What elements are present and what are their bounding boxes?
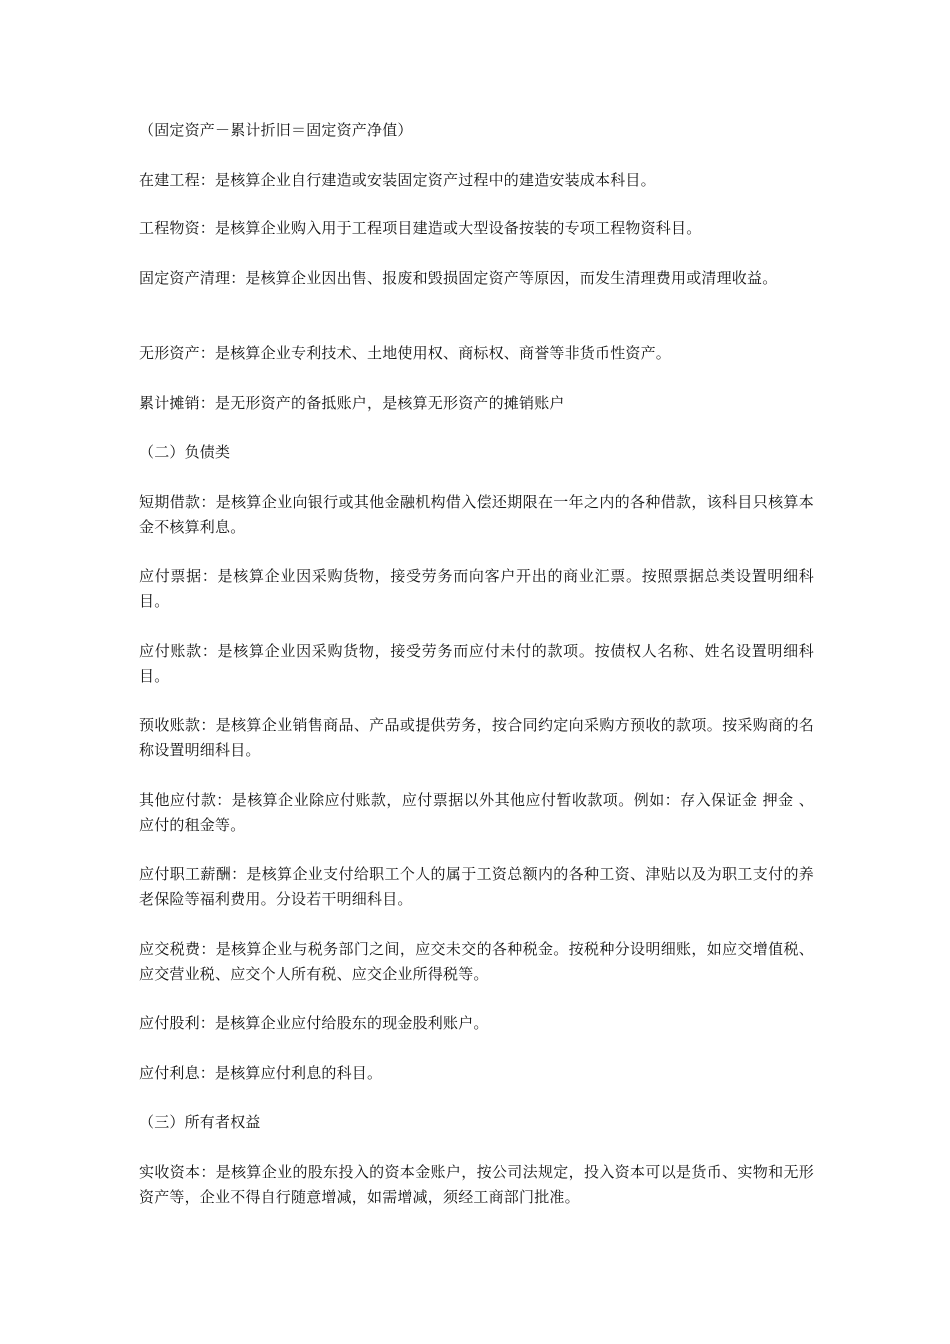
paragraph-notes-payable: 应付票据：是核算企业因采购货物，接受劳务而向客户开出的商业汇票。按照票据总类设置明细科目。 bbox=[139, 567, 814, 610]
paragraph-short-term-loans: 短期借款：是核算企业向银行或其他金融机构借入偿还期限在一年之内的各种借款，该科目只核算本金不核算利息。 bbox=[139, 493, 814, 536]
paragraph-advances-from-customers: 预收账款：是核算企业销售商品、产品或提供劳务，按合同约定向采购方预收的款项。按采购商的名称设置明细科目。 bbox=[139, 716, 814, 759]
paragraph-interest-payable: 应付利息：是核算应付利息的科目。 bbox=[139, 1064, 383, 1082]
paragraph-other-payables: 其他应付款：是核算企业除应付账款，应付票据以外其他应付暂收款项。例如：存入保证金 押金 、应付的租金等。 bbox=[139, 791, 814, 834]
paragraph-employee-compensation: 应付职工薪酬：是核算企业支付给职工个人的属于工资总额内的各种工资、津贴以及为职工支付的养老保险等福利费用。分设若干明细科目。 bbox=[139, 865, 814, 908]
paragraph-accumulated-amortization: 累计摊销：是无形资产的备抵账户，是核算无形资产的摊销账户 bbox=[139, 394, 565, 412]
section-heading-liabilities: （二）负债类 bbox=[139, 443, 231, 461]
paragraph-taxes-payable: 应交税费：是核算企业与税务部门之间，应交未交的各种税金。按税种分设明细账，如应交增值税、应交营业税、应交个人所有税、应交企业所得税等。 bbox=[139, 940, 814, 983]
paragraph-accounts-payable: 应付账款：是核算企业因采购货物，接受劳务而应付未付的款项。按债权人名称、姓名设置明细科目。 bbox=[139, 642, 814, 685]
paragraph-dividends-payable: 应付股利：是核算企业应付给股东的现金股利账户。 bbox=[139, 1014, 489, 1032]
paragraph-formula: （固定资产－累计折旧＝固定资产净值） bbox=[139, 121, 413, 139]
section-heading-owners-equity: （三）所有者权益 bbox=[139, 1113, 261, 1131]
paragraph-construction-in-progress: 在建工程：是核算企业自行建造或安装固定资产过程中的建造安装成本科目。 bbox=[139, 171, 656, 189]
paragraph-engineering-materials: 工程物资：是核算企业购入用于工程项目建造或大型设备按装的专项工程物资科目。 bbox=[139, 219, 702, 237]
paragraph-fixed-asset-disposal: 固定资产清理：是核算企业因出售、报废和毁损固定资产等原因，而发生清理费用或清理收益。 bbox=[139, 269, 778, 287]
paragraph-paid-in-capital: 实收资本：是核算企业的股东投入的资本金账户，按公司法规定，投入资本可以是货币、实物和无形资产等，企业不得自行随意增减，如需增减，须经工商部门批准。 bbox=[139, 1163, 814, 1206]
paragraph-intangible-assets: 无形资产：是核算企业专利技术、土地使用权、商标权、商誉等非货币性资产。 bbox=[139, 344, 672, 362]
